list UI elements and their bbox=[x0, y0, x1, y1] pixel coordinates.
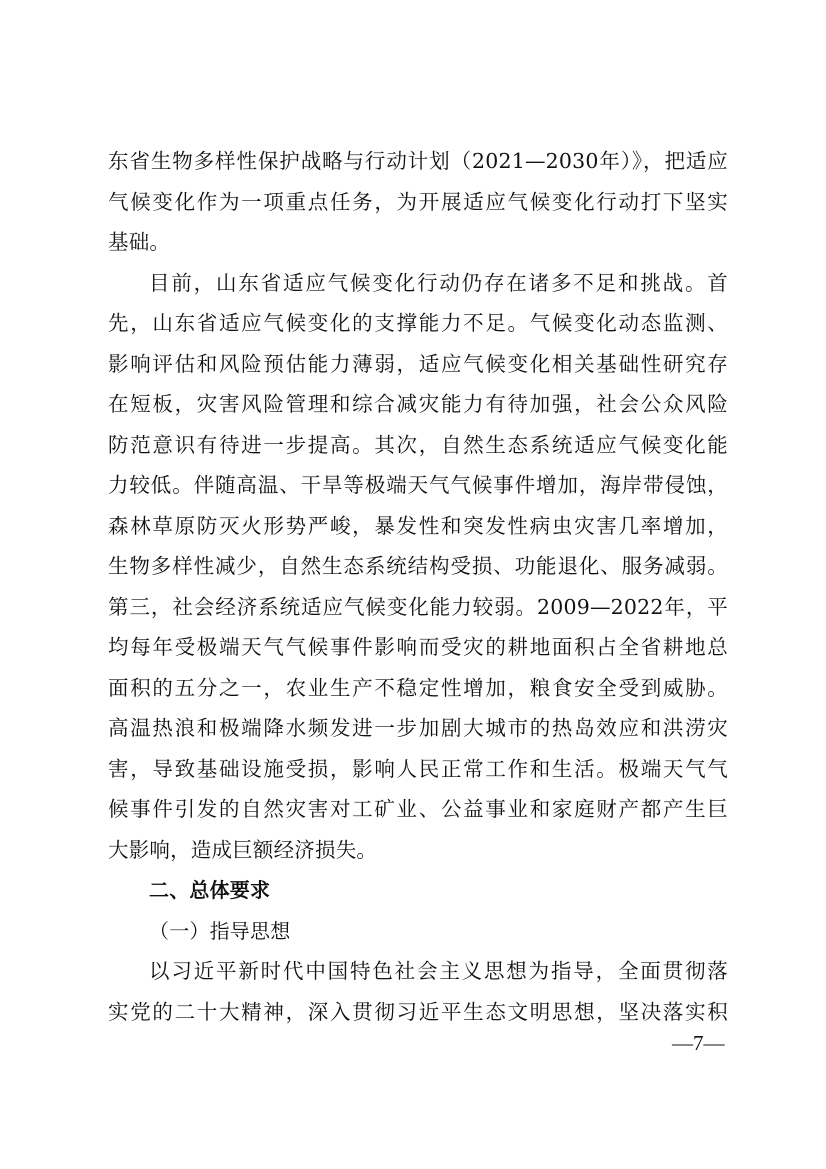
text-line: 实党的二十大精神，深入贯彻习近平生态文明思想，坚决落实积 bbox=[108, 999, 728, 1024]
document-body bbox=[108, 141, 728, 1032]
text-line: 影响评估和风险预估能力薄弱，适应气候变化相关基础性研究存 bbox=[108, 351, 728, 376]
text-line: 在短板，灾害风险管理和综合减灾能力有待加强，社会公众风险 bbox=[108, 392, 728, 416]
page-number: —7— bbox=[672, 1031, 725, 1055]
text-line: 力较低。伴随高温、干旱等极端天气气候事件增加，海岸带侵蚀， bbox=[108, 473, 728, 497]
text-line: 森林草原防灭火形势严峻，暴发性和突发性病虫灾害几率增加， bbox=[108, 513, 728, 538]
text-line: 候事件引发的自然灾害对工矿业、公益事业和家庭财产都产生巨 bbox=[108, 797, 728, 821]
text-line: 面积的五分之一，农业生产不稳定性增加，粮食安全受到威胁。 bbox=[108, 675, 728, 700]
paragraph-3 bbox=[108, 951, 728, 1032]
paragraph-2 bbox=[108, 263, 728, 871]
text-line: 以习近平新时代中国特色社会主义思想为指导，全面贯彻落 bbox=[149, 959, 728, 983]
section-heading: 二、总体要求 bbox=[149, 878, 271, 902]
text-line: 第三，社会经济系统适应气候变化能力较弱。2009—2022年，平 bbox=[108, 594, 728, 619]
subsection-heading: （一）指导思想 bbox=[149, 918, 291, 943]
text-line: 基础。 bbox=[108, 230, 171, 254]
text-line: 高温热浪和极端降水频发进一步加剧大城市的热岛效应和洪涝灾 bbox=[108, 716, 728, 740]
text-line: 防范意识有待进一步提高。其次，自然生态系统适应气候变化能 bbox=[108, 432, 728, 457]
text-line: 大影响，造成巨额经济损失。 bbox=[108, 837, 378, 862]
paragraph-1 bbox=[108, 141, 728, 263]
text-line: 目前，山东省适应气候变化行动仍存在诸多不足和挑战。首 bbox=[149, 270, 728, 295]
text-line: 生物多样性减少，自然生态系统结构受损、功能退化、服务减弱。 bbox=[108, 554, 728, 578]
text-line: 东省生物多样性保护战略与行动计划（2021—2030年）》，把适应 bbox=[108, 149, 728, 173]
text-line: 先，山东省适应气候变化的支撑能力不足。气候变化动态监测、 bbox=[108, 311, 728, 335]
text-line: 均每年受极端天气气候事件影响而受灾的耕地面积占全省耕地总 bbox=[108, 635, 728, 659]
text-line: 害，导致基础设施受损，影响人民正常工作和生活。极端天气气 bbox=[108, 756, 728, 781]
text-line: 气候变化作为一项重点任务，为开展适应气候变化行动打下坚实 bbox=[108, 189, 728, 214]
